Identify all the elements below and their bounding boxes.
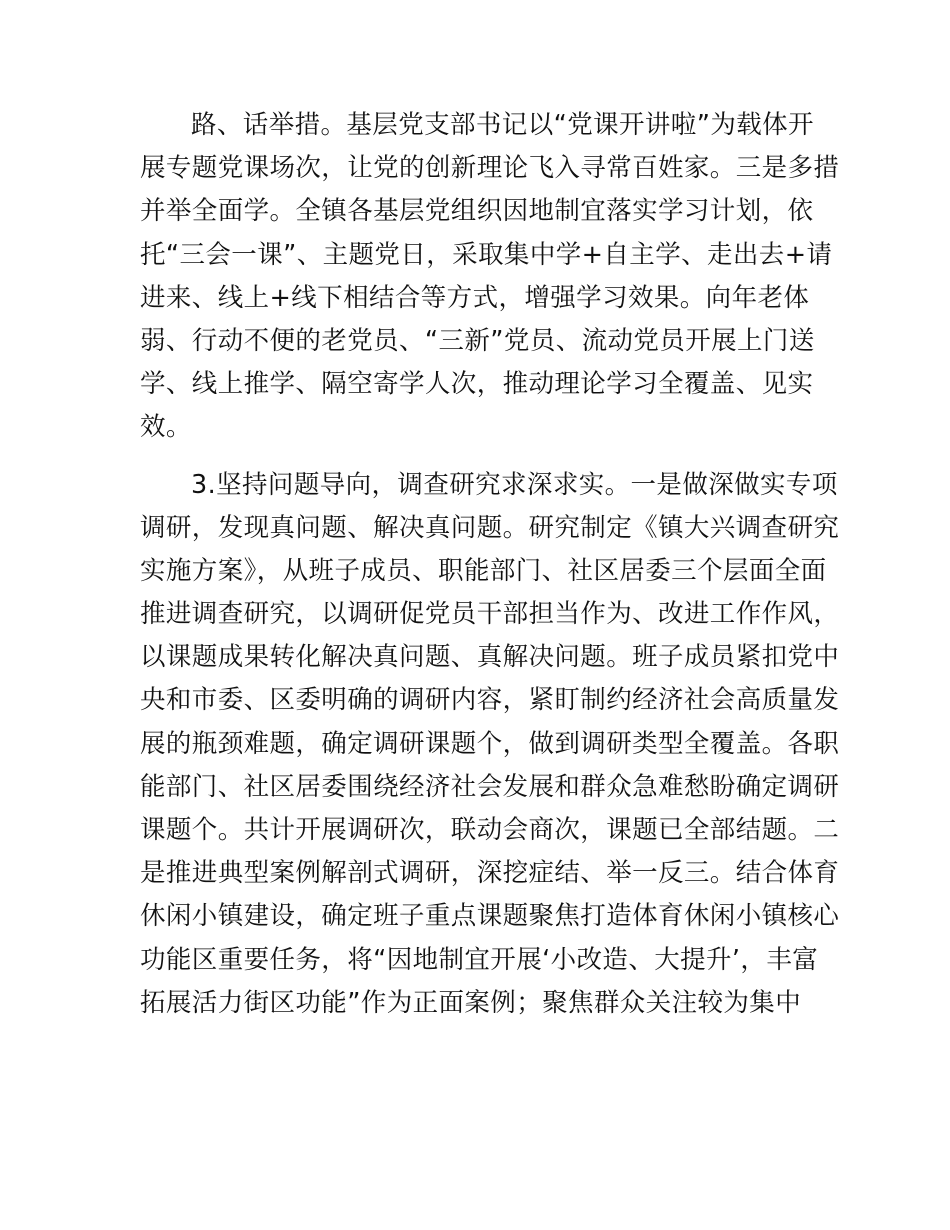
text-line: 推进调查研究，以调研促党员干部担当作为、改进工作作风， <box>140 599 840 630</box>
text-line: 课题个。共计开展调研次，联动会商次，课题已全部结题。二 <box>140 815 840 845</box>
text-line: 是推进典型案例解剖式调研，深挖症结、举一反三。结合体育 <box>140 858 840 889</box>
text-line: 拓展活力街区功能”作为正面案例；聚焦群众关注较为集中 <box>140 987 802 1018</box>
text-line: 托“三会一课”、主题党日，采取集中学+自主学、走出去+请 <box>140 239 833 270</box>
paragraph-gap <box>140 450 812 464</box>
text-line: 弱、行动不便的老党员、“三新”党员、流动党员开展上门送 <box>140 325 815 356</box>
text-line: 效。 <box>140 412 192 443</box>
text-line: 展的瓶颈难题，确定调研课题个，做到调研类型全覆盖。各职 <box>140 728 840 759</box>
text-line: 实施方案》，从班子成员、职能部门、社区居委三个层面全面 <box>140 555 827 586</box>
paragraph-1 <box>140 104 840 450</box>
text-line: 展专题党课场次，让党的创新理论飞入寻常百姓家。三是多措 <box>140 153 840 184</box>
text-line: 以课题成果转化解决真问题、真解决问题。班子成员紧扣党中 <box>140 642 840 673</box>
text-line: 功能区重要任务，将“因地制宜开展‘小改造、大提升’，丰富 <box>140 944 819 975</box>
text-line: 进来、线上+线下相结合等方式，增强学习效果。向年老体 <box>140 282 810 313</box>
document-page <box>140 104 840 1025</box>
text-line: 并举全面学。全镇各基层党组织因地制宜落实学习计划，依 <box>140 196 814 227</box>
text-line: 休闲小镇建设，确定班子重点课题聚焦打造体育休闲小镇核心 <box>140 901 840 932</box>
text-line: 3.坚持问题导向，调查研究求深求实。一是做深做实专项 <box>191 469 838 500</box>
text-line: 学、线上推学、隔空寄学人次，推动理论学习全覆盖、见实 <box>140 369 814 400</box>
text-line: 央和市委、区委明确的调研内容，紧盯制约经济社会高质量发 <box>140 685 840 716</box>
text-line: 能部门、社区居委围绕经济社会发展和群众急难愁盼确定调研 <box>140 771 840 802</box>
text-line: 调研，发现真问题、解决真问题。研究制定《镇大兴调查研究 <box>140 512 840 543</box>
paragraph-2 <box>140 464 840 1025</box>
text-line: 路、话举措。基层党支部书记以“党课开讲啦”为载体开 <box>191 110 814 140</box>
